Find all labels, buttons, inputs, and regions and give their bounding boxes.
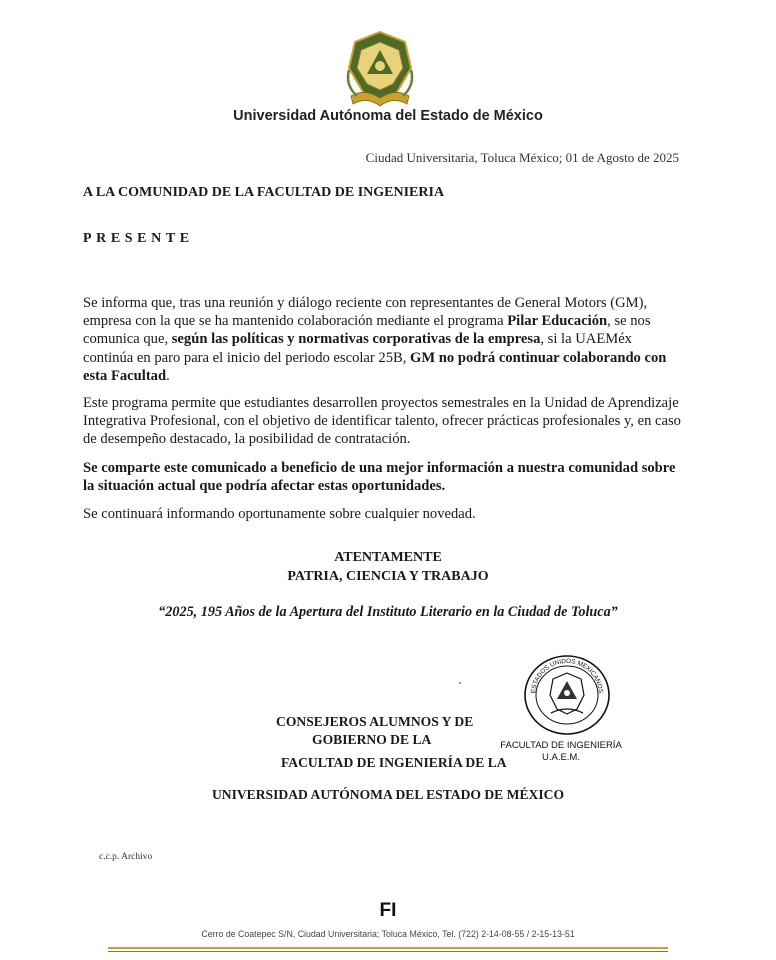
seal-ring-text: ESTADOS UNIDOS MEXICANOS bbox=[530, 657, 604, 694]
anniversary-motto: “2025, 195 Años de la Apertura del Instituto Literario en la Ciudad de Toluca” bbox=[158, 604, 618, 620]
footer-divider-gold bbox=[108, 947, 668, 949]
uaemex-crest-icon bbox=[345, 30, 415, 108]
p1-bold-policies: según las políticas y normativas corporativas de la empresa bbox=[171, 331, 541, 348]
stray-dot bbox=[459, 682, 461, 684]
closing-motto-line: PATRIA, CIENCIA Y TRABAJO bbox=[287, 569, 489, 584]
signature-line-1: CONSEJEROS ALUMNOS Y DE bbox=[276, 714, 474, 729]
p1-text-2: , se nos comunica que, bbox=[83, 313, 651, 348]
footer-address: Cerro de Coatepec S/N, Ciudad Universitaria; Toluca México, Tel. (722) 2-14-08-55 / 2-15-13-51 bbox=[201, 929, 575, 939]
seal-caption-uaem: U.A.E.M. bbox=[541, 751, 580, 763]
signature-line-4: UNIVERSIDAD AUTÓNOMA DEL ESTADO DE MÉXICO bbox=[211, 787, 565, 802]
paragraph-4: Se continuará informando oportunamente sobre cualquier novedad. bbox=[83, 506, 476, 522]
presente-heading: PRESENTE bbox=[83, 231, 194, 246]
university-name: Universidad Autónoma del Estado de México bbox=[233, 108, 543, 124]
faculty-seal-icon bbox=[521, 653, 613, 737]
p1-text-3: , si la UAEMéx continúa en paro para el inicio del periodo escolar 25B, bbox=[83, 331, 632, 366]
footer-divider-green bbox=[108, 951, 668, 952]
fi-logo-mark: FI bbox=[379, 900, 397, 921]
ccp-archive: c.c.p. Archivo bbox=[99, 852, 153, 862]
seal-caption bbox=[500, 740, 622, 763]
seal-caption-faculty: FACULTAD DE INGENIERÍA bbox=[500, 740, 622, 751]
closing-atentamente: ATENTAMENTE bbox=[334, 550, 442, 565]
p1-bold-gm: GM no podrá continuar colaborando con esta Facultad bbox=[83, 349, 667, 384]
signature-line-3: FACULTAD DE INGENIERÍA DE LA bbox=[281, 755, 507, 770]
paragraph-1 bbox=[83, 294, 683, 385]
paragraph-2: Este programa permite que estudiantes desarrollen proyectos semestrales en la Unidad de Aprendizaje Integrativa Profesional, con el objetivo de identificar talento, ofrecer prácticas profesionales y, en caso de desempeño destacado, la posibilidad de contratación. bbox=[83, 395, 681, 448]
p1-text-1: Se informa que, tras una reunión y diálogo reciente con representantes de General Motors (GM), empresa con la que se ha mantenido colaboración mediante el programa bbox=[83, 295, 648, 330]
paragraph-3: Se comparte este comunicado a beneficio de una mejor información a nuestra comunidad sobre la situación actual que podría afectar estas oportunidades. bbox=[83, 460, 676, 495]
signature-line-2: GOBIERNO DE LA bbox=[312, 732, 432, 747]
p1-bold-program: Pilar Educación bbox=[507, 313, 608, 330]
date-line: Ciudad Universitaria, Toluca México; 01 de Agosto de 2025 bbox=[365, 150, 679, 165]
recipient-heading: A LA COMUNIDAD DE LA FACULTAD DE INGENIERIA bbox=[83, 185, 445, 200]
p1-text-4: . bbox=[166, 367, 170, 384]
